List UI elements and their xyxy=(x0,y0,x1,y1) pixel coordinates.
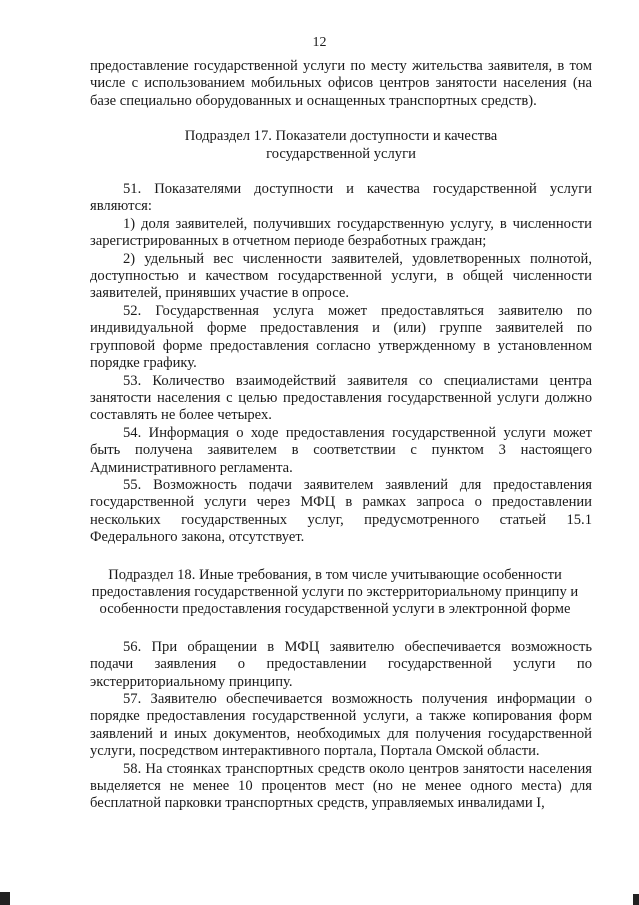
subsection-17-title: Подраздел 17. Показатели доступности и качества государственной услуги xyxy=(184,128,498,162)
paragraph-51: 51. Показателями доступности и качества государственной услуги являются: xyxy=(90,181,592,215)
paragraph-58: 58. На стоянках транспортных средств около центров занятости населения выделяется не менее 10 процентов мест (но не менее одного места) для бесплатной парковки транспортных средств, управляемых инвалидами I, xyxy=(90,760,592,812)
paragraph-51-item-2: 2) удельный вес численности заявителей, удовлетворенных полнотой, доступностью и качеством государственной услуги, в общей численности заявителей, принявших участие в опросе. xyxy=(90,250,592,302)
paragraph-54: 54. Информация о ходе предоставления государственной услуги может быть получена заявителем в соответствии с пунктом 3 настоящего Административного регламента. xyxy=(90,424,592,476)
scan-edge-mark xyxy=(0,892,10,905)
paragraph-52: 52. Государственная услуга может предоставляться заявителю по индивидуальной форме предоставления и (или) группе заявителей по групповой форме предоставления согласно утвержденному в установленном порядке графику. xyxy=(90,302,592,372)
page-number: 12 xyxy=(312,35,327,50)
paragraph-56: 56. При обращении в МФЦ заявителю обеспечивается возможность подачи заявления о предоставлении государственной услуги по экстерриториальному принципу. xyxy=(90,638,592,690)
subsection-18-title: Подраздел 18. Иные требования, в том числе учитывающие особенности предоставления государственной услуги по экстерриториальному принципу и особенности предоставления государственной услуги в электронной форме xyxy=(91,566,579,618)
paragraph-55: 55. Возможность подачи заявителем заявлений для предоставления государственной услуги через МФЦ в рамках запроса о предоставлении нескольких государственных услуг, предусмотренного статьей 15.1 Федерального закона, отсутствует. xyxy=(90,476,592,546)
paragraph-51-item-1: 1) доля заявителей, получивших государственную услугу, в численности зарегистрированных в отчетном периоде безработных граждан; xyxy=(90,215,592,250)
paragraph-53: 53. Количество взаимодействий заявителя со специалистами центра занятости населения с целью предоставления государственной услуги должно составлять не более четырех. xyxy=(90,372,592,424)
paragraph-57: 57. Заявителю обеспечивается возможность получения информации о порядке предоставления государственной услуги, а также копирования форм заявлений и иных документов, необходимых для получения государственной услуги, посредством интерактивного портала, Портала Омской области. xyxy=(90,691,592,760)
document-body xyxy=(90,58,592,813)
paragraph-intro: предоставление государственной услуги по месту жительства заявителя, в том числе с использованием мобильных офисов центров занятости населения (на базе специально оборудованных и оснащенных транспортных средств). xyxy=(90,58,592,109)
scan-edge-mark-right xyxy=(633,894,639,905)
